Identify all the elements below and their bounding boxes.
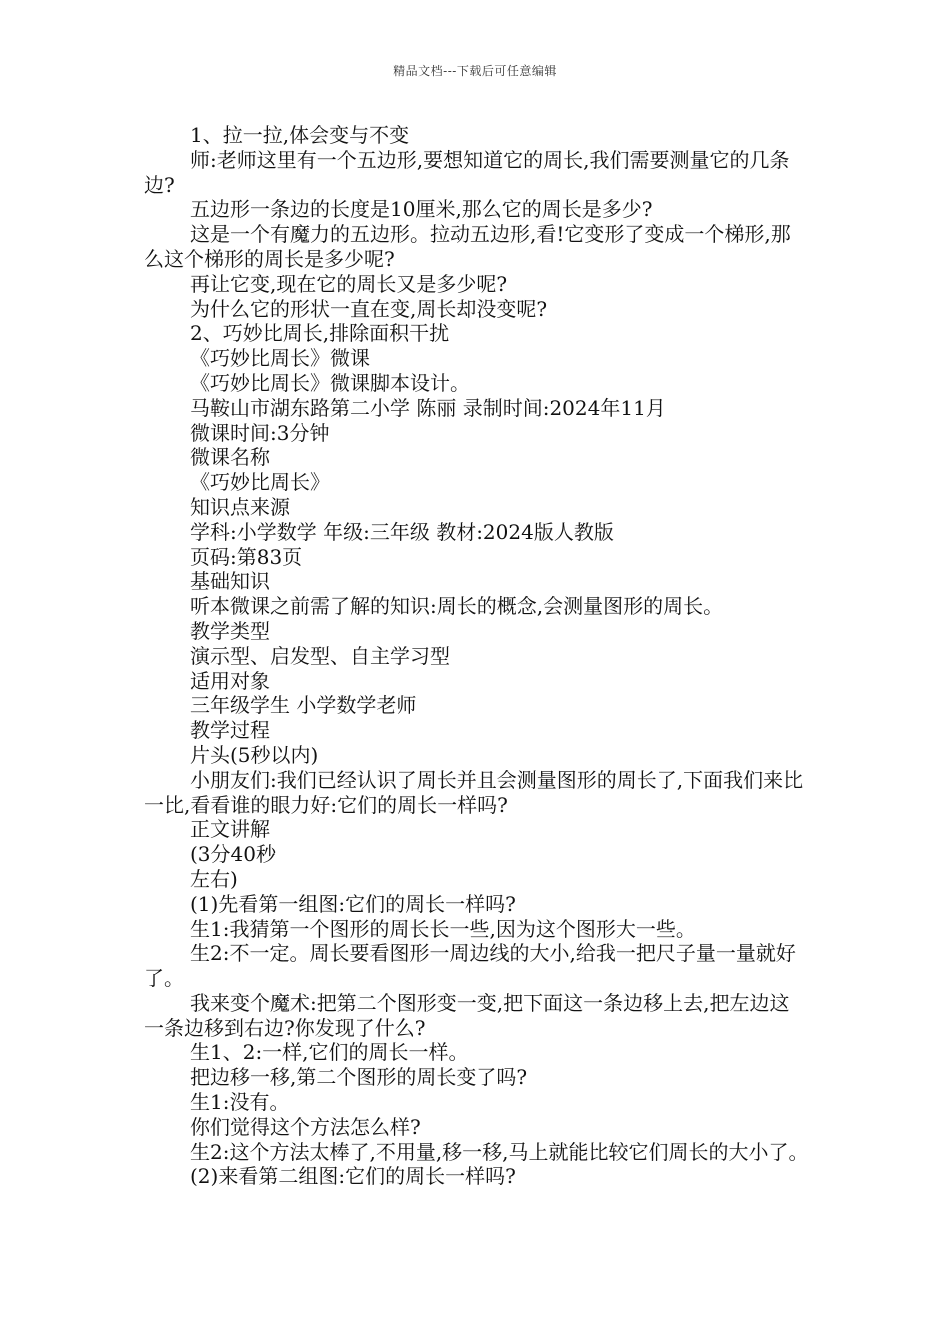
paragraph: 微课时间:3分钟 xyxy=(190,420,330,445)
paragraph: 小朋友们:我们已经认识了周长并且会测量图形的周长了,下面我们来比一比,看看谁的眼力好:它们的周长一样吗? xyxy=(144,767,804,817)
paragraph: 三年级学生 小学数学老师 xyxy=(190,693,417,718)
paragraph: (1)先看第一组图:它们的周长一样吗? xyxy=(190,891,516,916)
paragraph: 为什么它的形状一直在变,周长却没变呢? xyxy=(190,296,548,321)
paragraph: (3分40秒 xyxy=(190,842,276,867)
paragraph: 片头(5秒以内) xyxy=(190,742,319,767)
paragraph: 微课名称 xyxy=(190,445,270,470)
paragraph: 我来变个魔术:把第二个图形变一变,把下面这一条边移上去,把左边这一条边移到右边?你发现了什么? xyxy=(144,990,790,1040)
paragraph: 知识点来源 xyxy=(190,494,290,519)
paragraph: 听本微课之前需了解的知识:周长的概念,会测量图形的周长。 xyxy=(190,594,724,619)
paragraph: 生1:我猜第一个图形的周长长一些,因为这个图形大一些。 xyxy=(190,916,696,941)
paragraph: 这是一个有魔力的五边形。拉动五边形,看!它变形了变成一个梯形,那么这个梯形的周长是多少呢? xyxy=(144,222,791,271)
paragraph: (2)来看第二组图:它们的周长一样吗? xyxy=(190,1164,516,1189)
paragraph: 页码:第83页 xyxy=(190,544,303,569)
paragraph: 生1:没有。 xyxy=(190,1090,290,1115)
paragraph: 正文讲解 xyxy=(190,817,270,842)
paragraph: 马鞍山市湖东路第二小学 陈丽 录制时间:2024年11月 xyxy=(190,395,666,420)
paragraph: 适用对象 xyxy=(190,668,270,693)
paragraph: 你们觉得这个方法怎么样? xyxy=(190,1114,421,1139)
paragraph: 生2:不一定。周长要看图形一周边线的大小,给我一把尺子量一量就好了。 xyxy=(144,941,796,991)
paragraph: 把边移一移,第二个图形的周长变了吗? xyxy=(190,1065,528,1090)
paragraph: 生2:这个方法太棒了,不用量,移一移,马上就能比较它们周长的大小了。 xyxy=(190,1139,809,1164)
paragraph: 再让它变,现在它的周长又是多少呢? xyxy=(190,271,508,296)
paragraph: 师:老师这里有一个五边形,要想知道它的周长,我们需要测量它的几条边? xyxy=(144,147,790,197)
paragraph: 五边形一条边的长度是10厘米,那么它的周长是多少? xyxy=(190,197,653,222)
paragraph: 《巧妙比周长》微课脚本设计。 xyxy=(190,370,470,395)
paragraph: 左右) xyxy=(190,866,238,891)
page-header: 精品文档---下载后可任意编辑 xyxy=(393,64,557,78)
paragraph: 《巧妙比周长》微课 xyxy=(190,346,370,371)
paragraph: 《巧妙比周长》 xyxy=(190,470,330,495)
paragraph: 生1、2:一样,它们的周长一样。 xyxy=(190,1040,469,1065)
document-body xyxy=(144,123,809,1189)
paragraph: 基础知识 xyxy=(190,569,270,594)
paragraph: 演示型、启发型、自主学习型 xyxy=(190,643,450,668)
paragraph: 教学过程 xyxy=(190,718,270,743)
paragraph: 教学类型 xyxy=(190,618,270,643)
section-heading: 2、巧妙比周长,排除面积干扰 xyxy=(190,321,450,346)
paragraph: 学科:小学数学 年级:三年级 教材:2024版人教版 xyxy=(190,519,614,544)
paragraph: 1、拉一拉,体会变与不变 xyxy=(190,123,410,147)
